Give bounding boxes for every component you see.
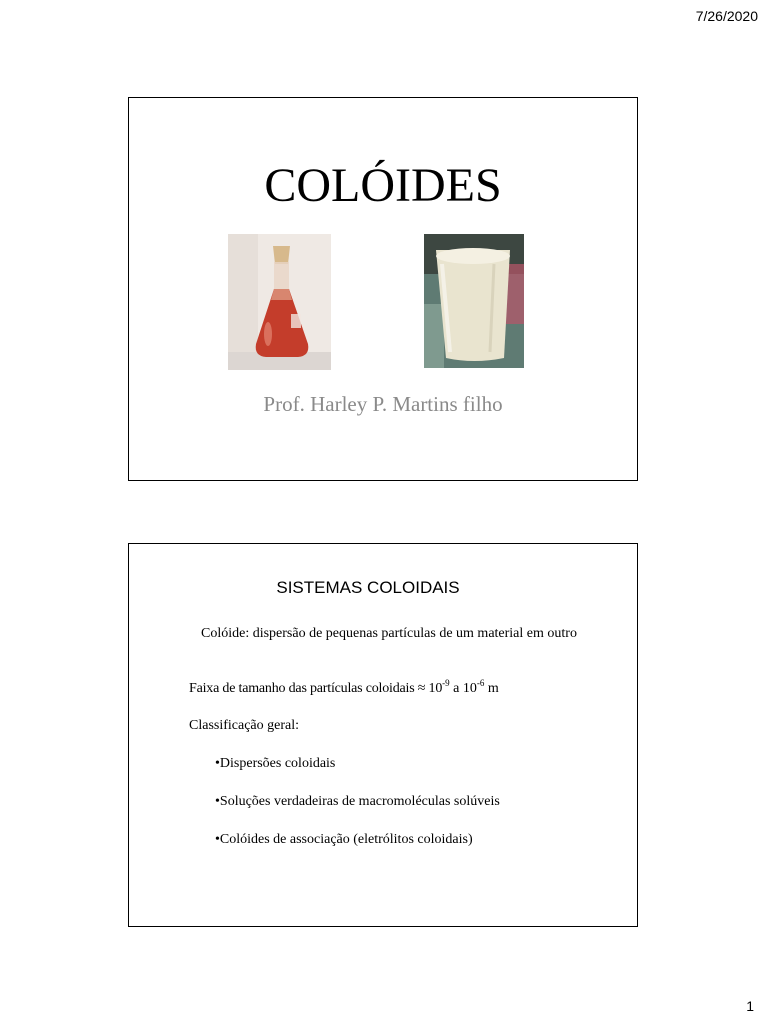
particle-size-range xyxy=(189,679,629,698)
milk-glass-photo xyxy=(424,234,524,368)
range-mid: a 10 xyxy=(449,681,477,696)
slide-subtitle-author: Prof. Harley P. Martins filho xyxy=(263,392,503,416)
range-exponent-2: -6 xyxy=(476,678,485,688)
flask-red-liquid-photo xyxy=(228,234,331,370)
slide-2 xyxy=(128,543,638,927)
classification-label: Classificação geral: xyxy=(189,718,300,733)
slide-title: COLÓIDES xyxy=(264,159,502,212)
range-exponent-1: -9 xyxy=(442,678,450,688)
page-date: 7/26/2020 xyxy=(695,8,758,24)
colloid-definition: Colóide: dispersão de pequenas partículas de um material em outro xyxy=(201,626,577,641)
slide-1 xyxy=(128,97,638,481)
range-prefix: Faixa de tamanho das partículas coloidais ≈ 10 xyxy=(189,681,443,696)
range-suffix: m xyxy=(484,681,499,696)
slide-title: SISTEMAS COLOIDAIS xyxy=(276,578,460,597)
page-number: 1 xyxy=(746,998,754,1014)
list-item: •Soluções verdadeiras de macromoléculas solúveis xyxy=(215,794,500,809)
list-item: •Dispersões coloidais xyxy=(215,756,336,771)
list-item: •Colóides de associação (eletrólitos coloidais) xyxy=(215,832,473,847)
